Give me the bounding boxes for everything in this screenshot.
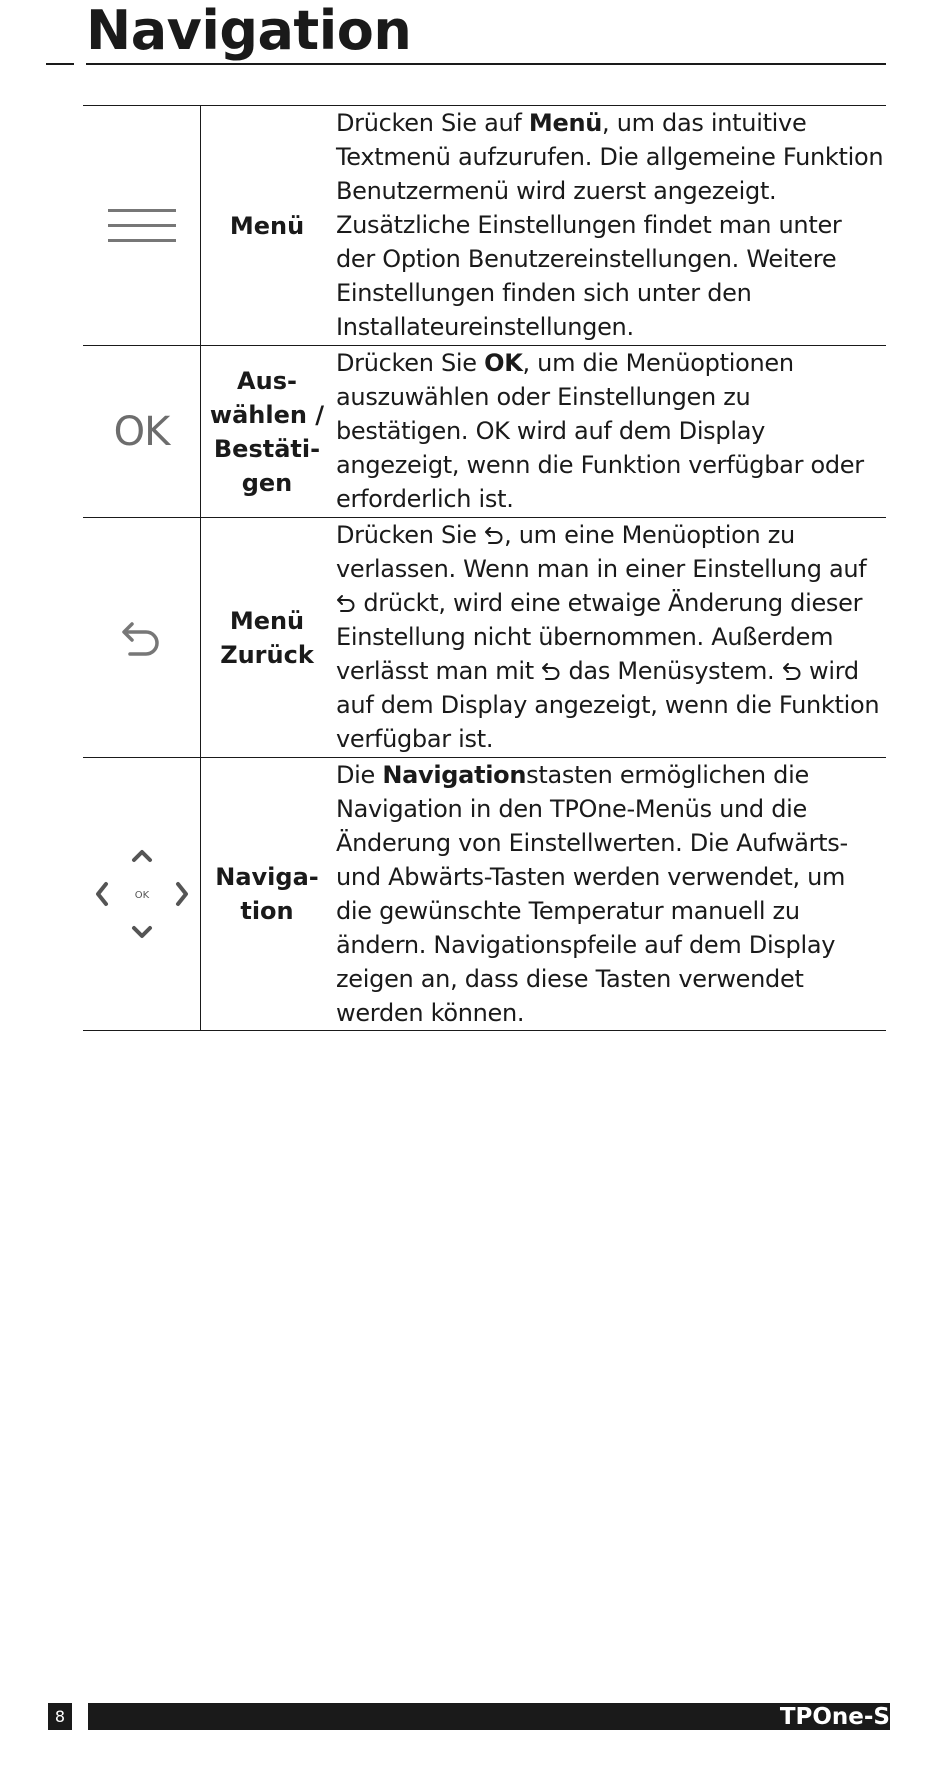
return-arrow-icon	[336, 593, 356, 613]
page-number: 8	[48, 1703, 72, 1730]
row-description: Drücken Sie OK, um die Menüoptionen auszuwählen oder Einstellungen zu bestätigen. OK wird auf dem Display angezeigt, wenn die Funktion verfügbar oder erforderlich ist.	[336, 349, 864, 513]
navigation-table	[83, 105, 886, 1031]
return-arrow-icon	[782, 661, 802, 681]
ok-small-label: OK	[134, 890, 149, 901]
table-row-ok	[83, 345, 886, 517]
row-name: Menü	[200, 106, 333, 345]
ok-text-icon: OK	[113, 408, 170, 455]
icon-cell	[83, 346, 200, 517]
menu-lines-icon	[108, 206, 176, 246]
return-arrow-icon	[484, 525, 504, 545]
return-arrow-icon	[541, 661, 561, 681]
row-description: Die Navigationstasten ermöglichen die Navigation in den TPOne-Menüs und die Änderung von Einstellwerten. Die Aufwärts- und Abwärts-Tasten werden verwendet, um die gewünschte Temperatur manuell zu ändern. Navigationspfeile auf dem Display zeigen an, dass diese Tasten verwendet werden können.	[336, 761, 848, 1027]
footer-label: TPOne-S	[779, 1704, 890, 1730]
title-rule-left	[46, 63, 74, 65]
row-name: Naviga- tion	[200, 758, 333, 1030]
icon-cell	[83, 758, 200, 1030]
navigation-arrows-icon	[92, 844, 192, 944]
row-description: Drücken Sie , um eine Menüoption zu verlassen. Wenn man in einer Einstellung auf drückt, wird eine etwaige Änderung dieser Einstellung nicht übernommen. Außerdem verlässt man mit das Menüsystem. wird auf dem Display angezeigt, wenn die Funktion verfügbar ist.	[336, 521, 880, 753]
table-row-navigation	[83, 757, 886, 1031]
title-rule	[86, 63, 886, 65]
row-name: Aus- wählen / Bestäti- gen	[200, 346, 333, 517]
icon-cell	[83, 518, 200, 757]
table-row-menu	[83, 105, 886, 345]
page-title: Navigation	[86, 0, 412, 62]
row-name: Menü Zurück	[200, 518, 333, 757]
footer-bar	[88, 1703, 890, 1730]
table-row-back	[83, 517, 886, 757]
return-arrow-icon	[120, 616, 164, 660]
icon-cell	[83, 106, 200, 345]
row-description: Drücken Sie auf Menü, um das intuitive Textmenü aufzurufen. Die allgemeine Funktion Benutzermenü wird zuerst angezeigt. Zusätzliche Einstellungen findet man unter der Option Benutzereinstellungen. Weitere Einstellungen finden sich unter den Installateureinstellungen.	[336, 109, 884, 341]
